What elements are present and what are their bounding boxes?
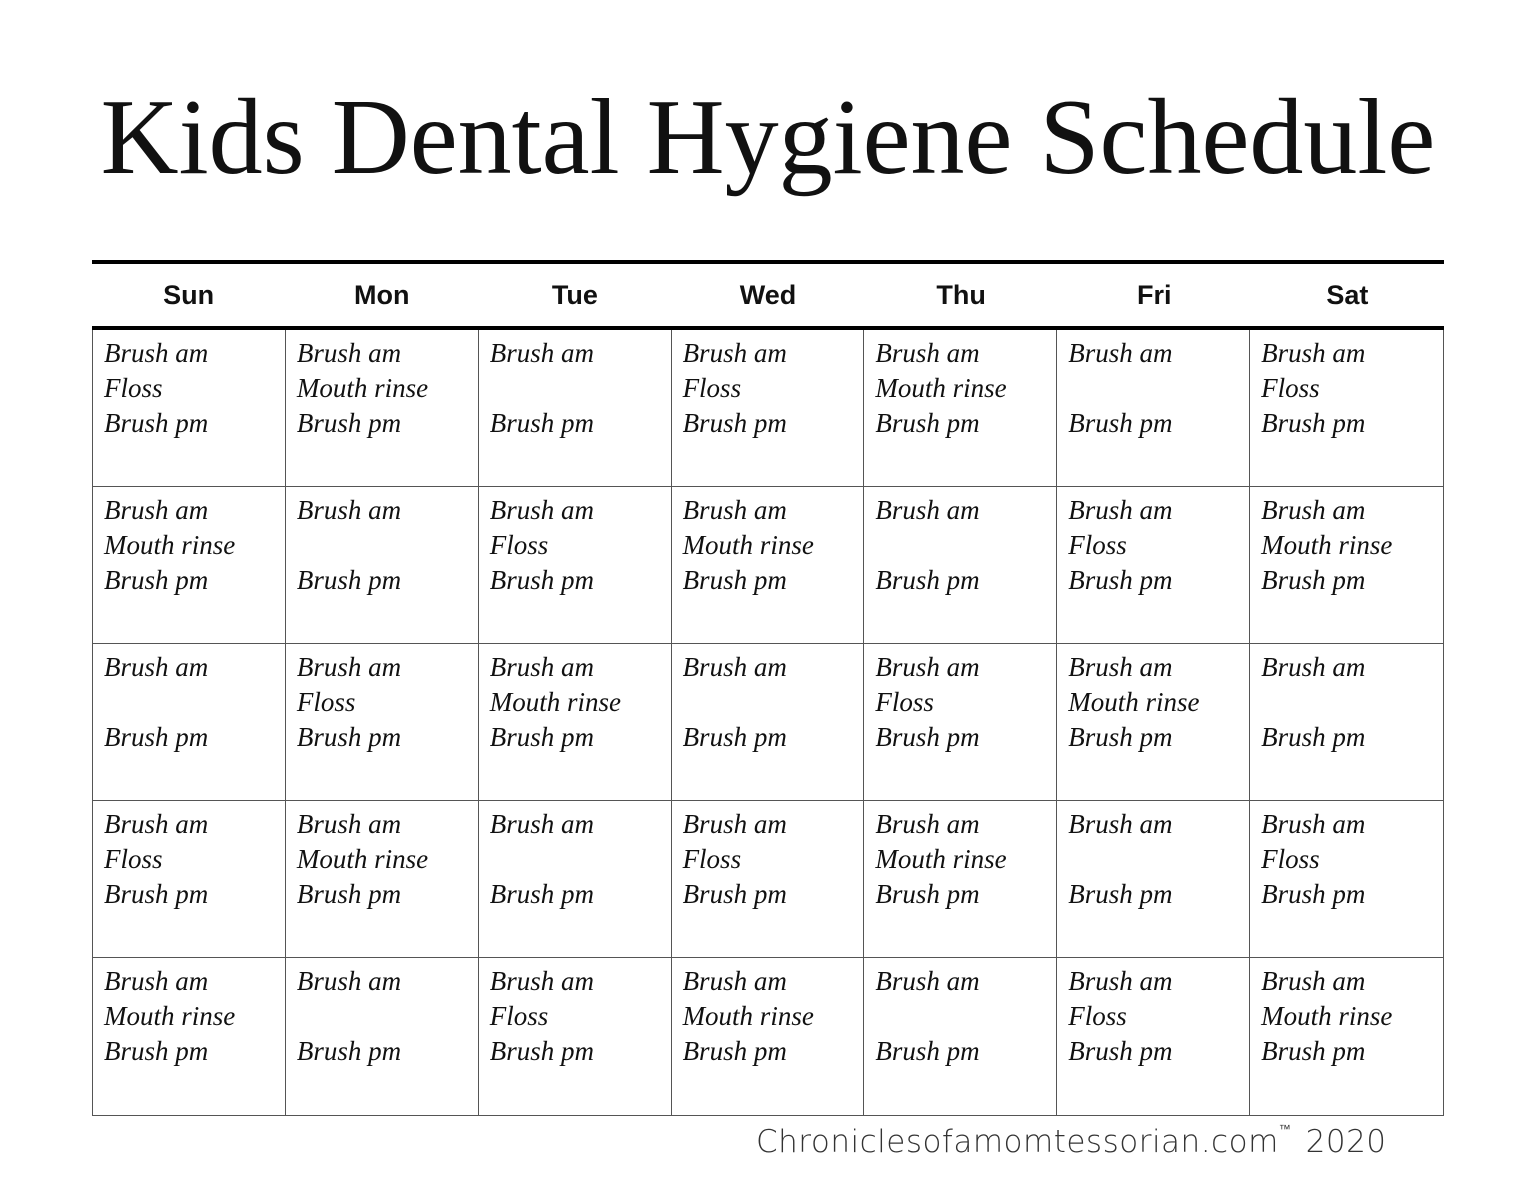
task-line: Brush am (296, 966, 402, 996)
task-line: Mouth rinse (104, 530, 236, 560)
task-line: Brush pm (875, 879, 980, 909)
task-line: Brush am (296, 652, 402, 682)
task-line: Brush pm (296, 408, 402, 438)
task-line: Brush am (1068, 809, 1173, 839)
task-line: Floss (104, 373, 163, 403)
task-line: Brush pm (1261, 565, 1366, 595)
task-line: Mouth rinse (875, 844, 1007, 874)
task-line: Brush am (489, 966, 594, 996)
day-cell-week5-mon (286, 958, 479, 1115)
task-line: Floss (875, 687, 934, 717)
day-cell-week1-sun (93, 330, 286, 487)
task-line: Brush pm (682, 879, 787, 909)
task-line: Mouth rinse (489, 687, 621, 717)
day-cell-week4-tue (479, 801, 672, 958)
task-line: Floss (682, 844, 742, 874)
task-line: Brush am (875, 966, 980, 996)
day-cell-week1-tue (479, 330, 672, 487)
task-line: Brush am (296, 495, 402, 525)
day-header-thu: Thu (936, 280, 986, 310)
task-line: Brush pm (1068, 722, 1173, 752)
task-line: Brush pm (682, 1036, 787, 1066)
day-header-sat: Sat (1326, 280, 1369, 310)
task-line: Brush pm (1261, 722, 1366, 752)
trademark-mark: ™ (1278, 1122, 1292, 1136)
task-line: Brush am (296, 338, 402, 368)
task-line: Brush pm (1261, 1036, 1366, 1066)
day-cell-week4-sat (1250, 801, 1443, 958)
task-line (297, 528, 478, 563)
day-cell-week1-thu (864, 330, 1057, 487)
task-line: Brush am (104, 809, 209, 839)
task-line: Brush pm (875, 565, 980, 595)
task-line: Floss (296, 687, 356, 717)
day-header-wed: Wed (739, 280, 797, 310)
task-line: Brush am (682, 495, 787, 525)
day-cell-week2-sat (1250, 487, 1443, 644)
day-cell-week2-sun (93, 487, 286, 644)
task-line: Brush pm (1068, 1036, 1173, 1066)
day-cell-week1-wed (672, 330, 865, 487)
task-line: Brush pm (104, 722, 209, 752)
task-line: Brush pm (489, 879, 594, 909)
day-cell-week3-wed (672, 644, 865, 801)
day-cell-week5-sat (1250, 958, 1443, 1115)
task-line: Brush pm (489, 565, 594, 595)
task-line: Brush pm (104, 565, 209, 595)
task-line: Brush pm (1261, 879, 1366, 909)
task-line: Brush am (682, 809, 787, 839)
task-line: Brush pm (875, 408, 980, 438)
task-line: Brush am (104, 495, 209, 525)
task-line: Brush pm (489, 1036, 594, 1066)
task-line (875, 999, 1056, 1034)
task-line (1068, 842, 1249, 877)
page-title: Kids Dental Hygiene Schedule (100, 78, 1436, 197)
task-line (1261, 685, 1443, 720)
day-cell-week4-thu (864, 801, 1057, 958)
day-cell-week2-wed (672, 487, 865, 644)
task-line: Brush pm (1068, 408, 1173, 438)
task-line: Brush pm (682, 722, 787, 752)
task-line (490, 842, 671, 877)
task-line: Brush pm (104, 408, 209, 438)
task-line: Mouth rinse (296, 844, 429, 874)
day-cell-week4-sun (93, 801, 286, 958)
day-cell-week1-mon (286, 330, 479, 487)
day-header-tue: Tue (551, 280, 598, 310)
task-line: Brush pm (682, 408, 787, 438)
task-line: Brush pm (296, 565, 402, 595)
task-line: Brush am (489, 495, 594, 525)
day-cell-week1-sat (1250, 330, 1443, 487)
task-line: Brush pm (682, 565, 787, 595)
task-line: Mouth rinse (1261, 530, 1393, 560)
task-line: Brush pm (296, 722, 402, 752)
task-line: Brush am (489, 809, 594, 839)
footer-year: 2020 (1305, 1124, 1387, 1160)
day-cell-week3-sat (1250, 644, 1443, 801)
task-line: Brush pm (104, 879, 209, 909)
task-line (104, 685, 285, 720)
task-line: Brush am (875, 652, 980, 682)
task-line: Brush am (1261, 338, 1366, 368)
day-cell-week5-fri (1057, 958, 1250, 1115)
task-line (297, 999, 478, 1034)
task-line: Mouth rinse (296, 373, 429, 403)
task-line: Brush pm (1068, 879, 1173, 909)
task-line: Brush am (104, 652, 209, 682)
day-cell-week3-mon (286, 644, 479, 801)
footer-site: Chroniclesofamomtessorian.com (756, 1124, 1279, 1160)
task-line: Floss (1068, 530, 1127, 560)
day-header-row (92, 264, 1444, 330)
task-line: Brush am (875, 338, 980, 368)
task-line: Mouth rinse (1068, 687, 1200, 717)
day-cell-week3-fri (1057, 644, 1250, 801)
task-line: Brush pm (296, 879, 402, 909)
task-line: Brush am (1261, 966, 1366, 996)
day-cell-week3-tue (479, 644, 672, 801)
day-cell-week1-fri (1057, 330, 1250, 487)
task-line: Brush am (1068, 652, 1173, 682)
task-line: Brush pm (104, 1036, 209, 1066)
task-line: Brush am (875, 809, 980, 839)
task-line: Brush am (1261, 652, 1366, 682)
day-cell-week5-wed (672, 958, 865, 1115)
task-line: Mouth rinse (104, 1001, 236, 1031)
day-header-fri: Fri (1137, 280, 1172, 310)
task-line: Brush am (104, 966, 209, 996)
day-cell-week5-thu (864, 958, 1057, 1115)
day-cell-week4-mon (286, 801, 479, 958)
task-line: Brush am (489, 338, 594, 368)
footer-credit (756, 1124, 1387, 1160)
day-header-mon: Mon (353, 280, 410, 310)
task-line: Brush am (1261, 809, 1366, 839)
schedule-grid (92, 330, 1444, 1116)
day-cell-week5-tue (479, 958, 672, 1115)
task-line: Floss (1068, 1001, 1127, 1031)
task-line: Floss (489, 1001, 549, 1031)
task-line (875, 528, 1056, 563)
task-line: Brush am (1261, 495, 1366, 525)
task-line: Brush am (296, 809, 402, 839)
task-line (1068, 371, 1249, 406)
task-line: Brush pm (296, 1036, 402, 1066)
schedule-calendar (92, 260, 1444, 1116)
task-line: Floss (682, 373, 742, 403)
day-cell-week2-fri (1057, 487, 1250, 644)
task-line: Mouth rinse (1261, 1001, 1393, 1031)
task-line: Brush pm (875, 722, 980, 752)
task-line: Brush am (682, 652, 787, 682)
day-header-sun: Sun (163, 280, 215, 310)
task-line: Brush pm (1068, 565, 1173, 595)
task-line: Brush am (104, 338, 209, 368)
task-line: Mouth rinse (682, 530, 814, 560)
task-line: Brush pm (875, 1036, 980, 1066)
task-line: Brush am (489, 652, 594, 682)
day-cell-week2-thu (864, 487, 1057, 644)
task-line: Mouth rinse (682, 1001, 814, 1031)
task-line (490, 371, 671, 406)
day-cell-week3-thu (864, 644, 1057, 801)
day-cell-week2-mon (286, 487, 479, 644)
task-line: Brush am (1068, 338, 1173, 368)
day-cell-week5-sun (93, 958, 286, 1115)
task-line: Brush am (1068, 495, 1173, 525)
task-line (683, 685, 864, 720)
task-line: Brush am (682, 966, 787, 996)
day-cell-week2-tue (479, 487, 672, 644)
day-cell-week3-sun (93, 644, 286, 801)
task-line: Brush am (875, 495, 980, 525)
task-line: Floss (1261, 844, 1320, 874)
task-line: Floss (489, 530, 549, 560)
task-line: Brush pm (1261, 408, 1366, 438)
task-line: Brush am (682, 338, 787, 368)
day-cell-week4-wed (672, 801, 865, 958)
day-cell-week4-fri (1057, 801, 1250, 958)
task-line: Floss (1261, 373, 1320, 403)
task-line: Brush pm (489, 408, 594, 438)
task-line: Brush am (1068, 966, 1173, 996)
task-line: Mouth rinse (875, 373, 1007, 403)
task-line: Brush pm (489, 722, 594, 752)
task-line: Floss (104, 844, 163, 874)
